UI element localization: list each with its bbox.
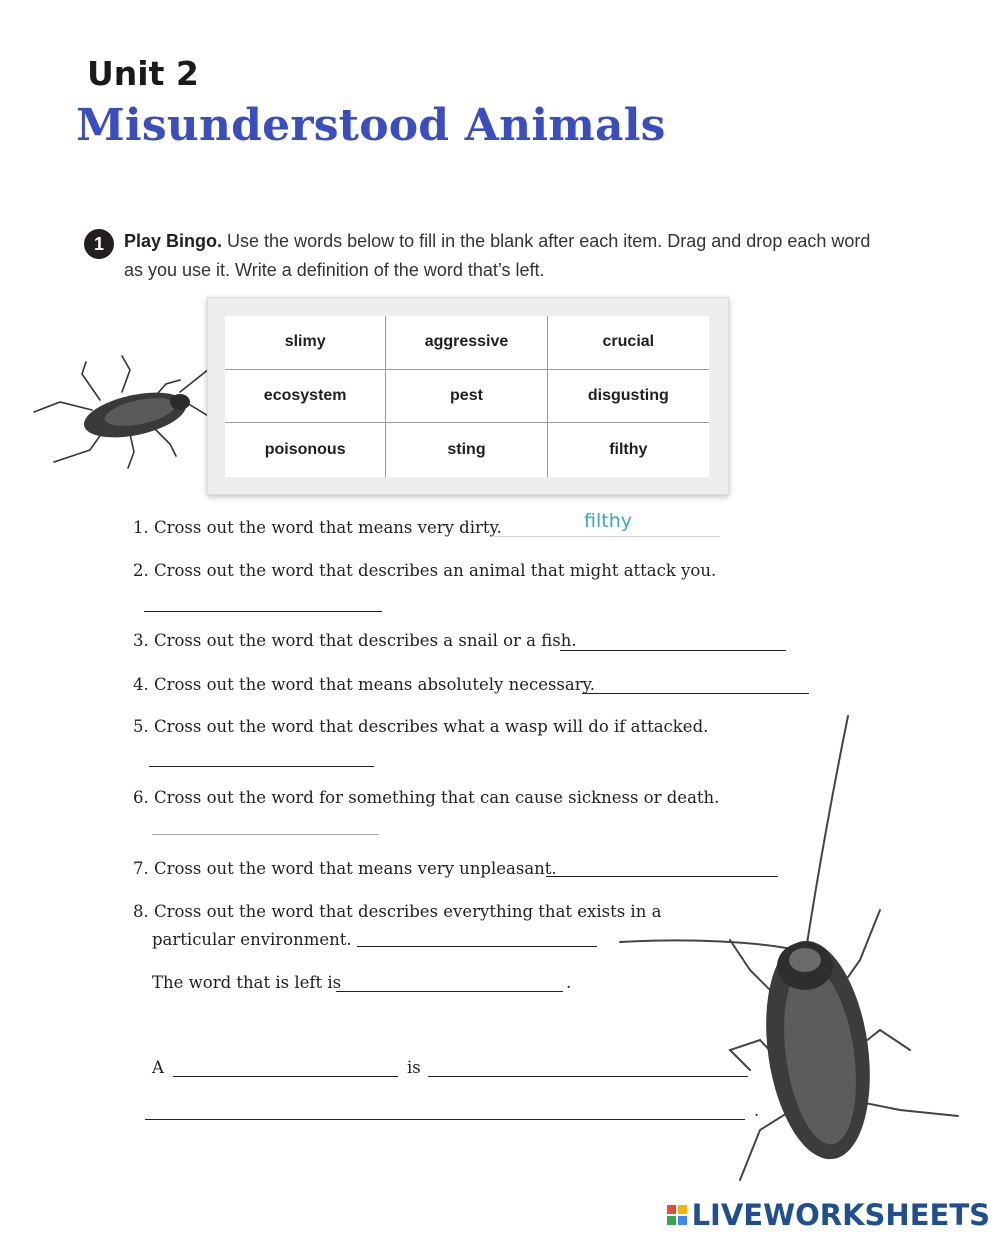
answer-blank-2[interactable] [144, 611, 382, 612]
answer-blank-5[interactable] [149, 766, 374, 767]
definition-meaning-blank[interactable] [428, 1076, 748, 1077]
question-4: 4. Cross out the word that means absolutely necessary. [133, 675, 595, 694]
definition-is-label: is [407, 1058, 421, 1077]
definition-word-blank[interactable] [173, 1076, 398, 1077]
definition-period: . [754, 1101, 760, 1120]
bingo-word[interactable]: slimy [225, 316, 386, 370]
bingo-word[interactable]: pest [386, 370, 547, 424]
question-1: 1. Cross out the word that means very dirty. [133, 518, 502, 537]
leftover-label: The word that is left is [152, 973, 342, 992]
answer-blank-3[interactable] [560, 650, 786, 651]
question-8-continued: particular environment. [152, 930, 352, 949]
question-2: 2. Cross out the word that describes an animal that might attack you. [133, 561, 717, 580]
question-5: 5. Cross out the word that describes what a wasp will do if attacked. [133, 717, 709, 736]
question-8: 8. Cross out the word that describes everything that exists in a [133, 902, 662, 921]
bingo-card [207, 297, 729, 495]
answer-blank-7[interactable] [546, 876, 778, 877]
leftover-blank[interactable] [336, 991, 563, 992]
leftover-period: . [566, 973, 572, 992]
bingo-word[interactable]: ecosystem [225, 370, 386, 424]
answer-blank-6[interactable] [152, 834, 379, 835]
definition-a-label: A [152, 1058, 164, 1077]
instruction-line-1 [124, 231, 870, 252]
exercise-number-badge: 1 [84, 229, 114, 259]
bingo-grid [225, 316, 709, 477]
page-title: Misunderstood Animals [76, 100, 666, 151]
question-7: 7. Cross out the word that means very unpleasant. [133, 859, 557, 878]
question-3: 3. Cross out the word that describes a snail or a fish. [133, 631, 577, 650]
logo-squares-icon [666, 1204, 688, 1226]
bingo-word[interactable]: sting [386, 423, 547, 477]
answer-blank-1[interactable] [494, 536, 720, 537]
liveworksheets-logo [666, 1198, 990, 1232]
instruction-text-1: Use the words below to fill in the blank after each item. Drag and drop each word [227, 231, 871, 251]
bingo-word[interactable]: filthy [609, 441, 648, 459]
question-6: 6. Cross out the word for something that can cause sickness or death. [133, 788, 720, 807]
bingo-word[interactable]: aggressive [386, 316, 547, 370]
cockroach-large-image [610, 710, 990, 1190]
answer-blank-8[interactable] [357, 946, 597, 947]
bingo-word[interactable]: poisonous [225, 423, 386, 477]
instruction-line-2: as you use it. Write a definition of the word that’s left. [124, 260, 545, 280]
instruction-lead: Play Bingo. [124, 231, 223, 251]
answer-blank-4[interactable] [582, 693, 809, 694]
bingo-word[interactable]: disgusting [548, 370, 709, 424]
definition-continuation-blank[interactable] [145, 1119, 745, 1120]
unit-label: Unit 2 [87, 54, 199, 93]
answer-1: filthy [584, 510, 632, 532]
bingo-word[interactable]: crucial [548, 316, 709, 370]
logo-text: LIVEWORKSHEETS [691, 1198, 990, 1232]
